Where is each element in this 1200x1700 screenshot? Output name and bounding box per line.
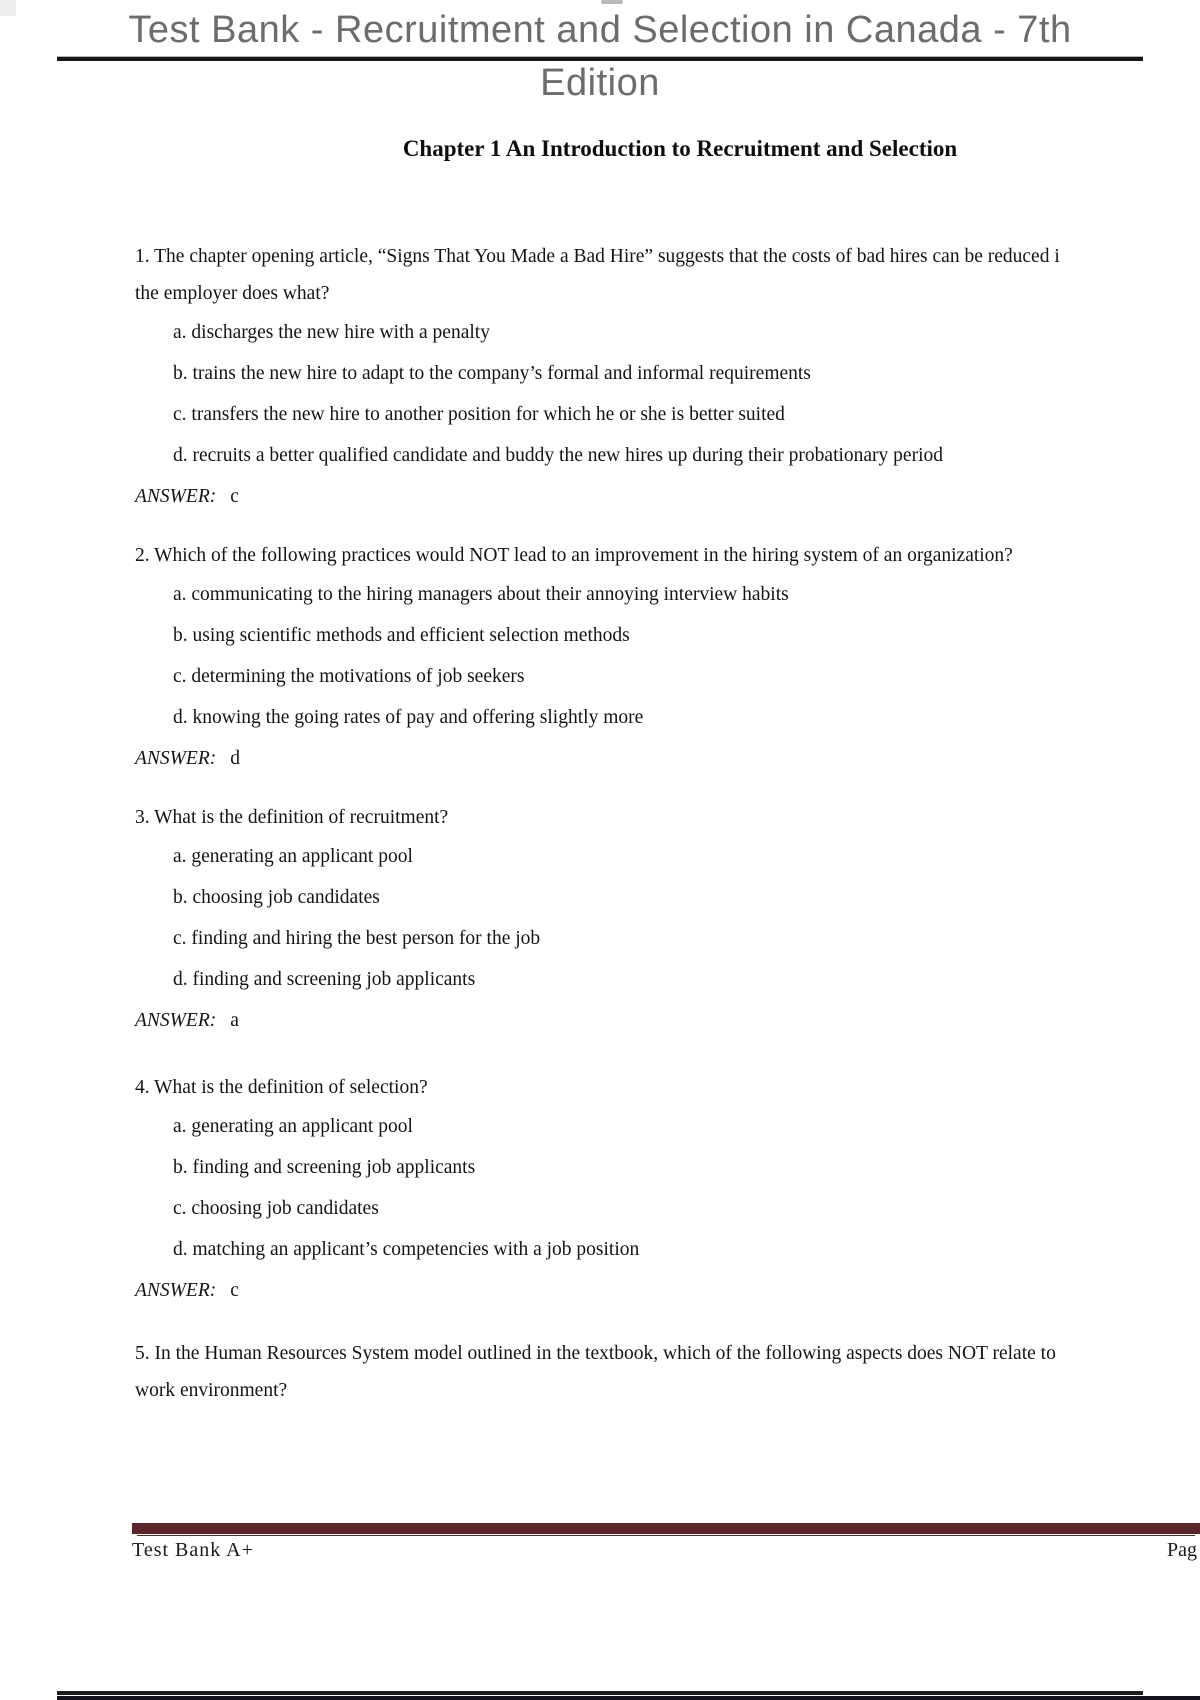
question-option: b. trains the new hire to adapt to the company’s formal and informal requirements [173, 363, 811, 384]
question-option: c. choosing job candidates [173, 1198, 379, 1219]
document-title-line1: Test Bank - Recruitment and Selection in Canada - 7th [128, 9, 1072, 51]
page-footer [132, 1536, 1200, 1564]
answer-label: ANSWER: [135, 1280, 217, 1301]
answer-value: d [230, 748, 240, 769]
question-block-5 [135, 1335, 1200, 1409]
question-option: a. generating an applicant pool [173, 1116, 413, 1137]
answer-label: ANSWER: [135, 486, 217, 507]
question-option: c. finding and hiring the best person for the job [173, 928, 541, 949]
question-text: work environment? [135, 1380, 288, 1401]
questions-section [135, 238, 1200, 1409]
question-option: b. choosing job candidates [173, 887, 380, 908]
answer-value: c [230, 1280, 239, 1301]
question-text: 2. Which of the following practices would NOT lead to an improvement in the hiring system of an organization? [135, 545, 1013, 566]
footer-left-text: Test Bank A+ [132, 1539, 254, 1561]
question-block-2 [135, 537, 1200, 779]
answer-line [135, 1000, 1200, 1041]
answer-line [135, 738, 1200, 779]
question-block-3 [135, 799, 1200, 1041]
answer-label: ANSWER: [135, 748, 217, 769]
question-option: d. finding and screening job applicants [173, 969, 476, 990]
next-page-rule [57, 1691, 1143, 1695]
document-title-line2: Edition [540, 62, 660, 104]
question-option: c. transfers the new hire to another position for which he or she is better suited [173, 404, 785, 425]
question-text: 5. In the Human Resources System model outlined in the textbook, which of the following aspects does NOT relate to [135, 1343, 1056, 1364]
question-text: 3. What is the definition of recruitment? [135, 807, 449, 828]
footer-double-rule [132, 1523, 1200, 1534]
question-option: d. recruits a better qualified candidate and buddy the new hires up during their probationary period [173, 445, 943, 466]
question-block-4 [135, 1069, 1200, 1311]
question-option: a. discharges the new hire with a penalty [173, 322, 490, 343]
answer-line [135, 476, 1200, 517]
question-text: the employer does what? [135, 283, 330, 304]
answer-line [135, 1270, 1200, 1311]
question-option: d. matching an applicant’s competencies with a job position [173, 1239, 640, 1260]
question-text: 4. What is the definition of selection? [135, 1077, 428, 1098]
question-text: 1. The chapter opening article, “Signs That You Made a Bad Hire” suggests that the costs of bad hires can be reduced i [135, 246, 1060, 267]
footer-page-label: Pag [1167, 1539, 1197, 1561]
question-option: d. knowing the going rates of pay and offering slightly more [173, 707, 644, 728]
answer-label: ANSWER: [135, 1010, 217, 1031]
question-option: a. communicating to the hiring managers about their annoying interview habits [173, 584, 789, 605]
answer-value: a [230, 1010, 239, 1031]
question-option: b. using scientific methods and efficient selection methods [173, 625, 630, 646]
answer-value: c [230, 486, 239, 507]
question-block-1 [135, 238, 1200, 517]
page-bottom-edge [57, 1696, 1200, 1700]
title-underline-rule [57, 56, 1143, 61]
question-option: c. determining the motivations of job seekers [173, 666, 525, 687]
chapter-heading: Chapter 1 An Introduction to Recruitment and Selection [402, 136, 958, 161]
question-option: b. finding and screening job applicants [173, 1157, 476, 1178]
question-option: a. generating an applicant pool [173, 846, 413, 867]
